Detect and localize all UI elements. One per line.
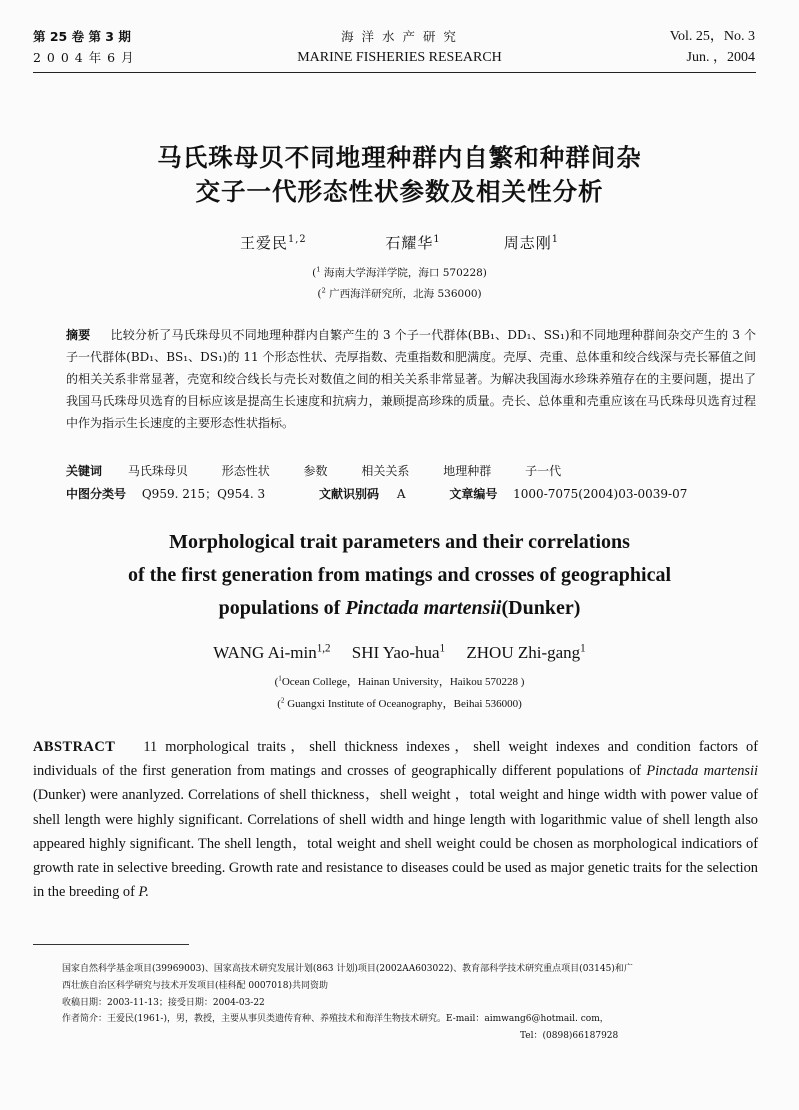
affiliation-en-2: ($^2$ Guangxi Institute of Oceanography，Beihai 536000) [277,696,522,710]
abstract-cn-text: 比较分析了马氏珠母贝不同地理种群内自繁产生的 3 个子一代群体(BB₁、DD₁、SS₁)和不同地理种群间杂交产生的 3 个子一代群体(BD₁、BS₁、DS₁)的 11 个形态性状、壳厚指数、壳重指数和肥满度。壳厚、壳重、总体重和绞合线深与壳长幂值之间的相关关系非常显著，壳宽和绞合线长与壳长对数值之间的相关关系非常显著。为解决我国海水珍珠养殖存在的主要问题，提出了我国马氏珠母贝选育的目标应该是提高生长速度和抗病力，兼顾提高珍珠的质量。壳长、总体重和壳重应该在马氏珠母贝选育过程中作为指示生长速度的主要形态性状指标。 [66,328,756,430]
funding-note-line2: 西壮族自治区科学研究与技术开发项目(桂科配 0007018)共同资助 [62,980,328,991]
title-en-line1: Morphological trait parameters and their correlations [169,531,630,553]
species-abbrev: P. [138,884,150,901]
doc-code-label: 文献识别码 [318,487,379,501]
doc-code-value: A [396,487,406,501]
clc-value: Q959. 215；Q954. 3 [141,487,266,501]
author-bio: 作者简介：王爱民(1961-)，男，教授，主要从事贝类遗传育种、养殖技术和海洋生物技术研究。E-mail：aimwang6@hotmail. com， [62,1014,609,1025]
title-cn-line2: 交子一代形态性状参数及相关性分析 [195,177,604,206]
journal-name-cn: 海 洋 水 产 研 究 [341,29,458,44]
author-en: ZHOU Zhi-gang [466,643,581,662]
affiliation-cn-1: ($^1$ 海南大学海洋学院，海口 570228) [312,265,487,279]
keyword: 相关关系 [361,464,410,478]
abstract-en-label: ABSTRACT [33,739,116,755]
author-en: SHI Yao-hua [351,643,440,662]
authors-cn [0,232,799,253]
species-name: Pinctada martensii [646,763,758,780]
affiliation-sup: 1 [316,265,321,274]
article-id-label: 文章编号 [449,487,498,501]
abstract-cn-label: 摘要 [66,328,91,342]
author-en: WANG Ai-min [213,643,317,662]
abstract-cn [66,324,756,434]
keyword: 子一代 [525,464,562,478]
classification-row [66,485,687,502]
author-en-sup: 1 [439,642,446,655]
author-cn: 石耀华 [385,234,434,252]
author-en-sup: 1,2 [316,642,331,655]
volume-number-en: Vol. 25，No. 3 [669,29,755,44]
keyword: 参数 [303,464,328,478]
title-cn-line1: 马氏珠母贝不同地理种群内自繁和种群间杂 [157,143,642,172]
keywords-label: 关键词 [66,464,103,478]
received-accepted-dates: 收稿日期：2003-11-13；接受日期：2004-03-22 [62,997,265,1008]
journal-name-en: MARINE FISHERIES RESEARCH [297,50,502,65]
keyword: 地理种群 [443,464,492,478]
author-cn: 周志刚 [503,234,552,252]
author-en-sup: 1 [580,642,586,655]
abstract-en: ABSTRACT 11 morphological traits，shell thickness indexes，shell weight indexes and condition factors of individuals of the first generation from matings and crosses of geographically different populations of Pinctada martensii (Dunker) were ananlyzed. Correlations of shell thickness，shell weight ，total weight and hinge width with power value of shell length were highly significant. Correlations of shell width and hinge length with logarithmic value of shell length also appeared highly significant. The shell length，total weight and shell weight could be chosen as morphological indicatiors of growth rate in selective breeding. Growth rate and resistance to diseases could be used as major genetic traits for the selection in the breeding of P. [33,739,758,901]
species-name: Pinctada martensii [345,597,502,619]
footnotes [62,961,762,1045]
footnote-rule [33,944,189,945]
keyword: 形态性状 [221,464,270,478]
affiliation-en-1: ($^1$Ocean College，Hainan University，Haikou 570228 ) [274,674,525,688]
date-en: Jun. ，2004 [686,50,755,65]
affiliation-sup: 2 [321,286,326,295]
author-cn-sup: 1 [433,234,441,245]
author-cn-sup: 1 [551,234,559,245]
authors-en [0,643,799,663]
funding-note-line1: 国家自然科学基金项目(39969003)、国家高技术研究发展计划(863 计划)项目(2002AA603022)、教育部科学技术研究重点项目(03145)和广 [62,964,633,974]
affiliation-sup: 1 [278,674,282,683]
header-rule [33,72,756,73]
volume-issue-label: 第 25 卷 第 3 期 [33,29,131,44]
title-en-line2: of the first generation from matings and crosses of geographical [127,564,672,586]
article-id-value: 1000-7075(2004)03-0039-07 [513,487,688,501]
keyword: 马氏珠母贝 [127,464,188,478]
clc-label: 中图分类号 [66,487,127,501]
author-tel: Tel：(0898)66187928 [520,1031,619,1042]
affiliation-sup: 2 [280,696,285,705]
keywords-row [66,462,591,479]
publication-date-label: 2 0 0 4 年 6 月 [33,50,135,65]
affiliation-cn-2: ($^2$ 广西海洋研究所，北海 536000) [317,286,482,300]
author-cn: 王爱民 [240,234,289,252]
title-en-line3: populations of Pinctada martensii(Dunker) [218,597,581,619]
author-cn-sup: 1,2 [288,234,307,245]
